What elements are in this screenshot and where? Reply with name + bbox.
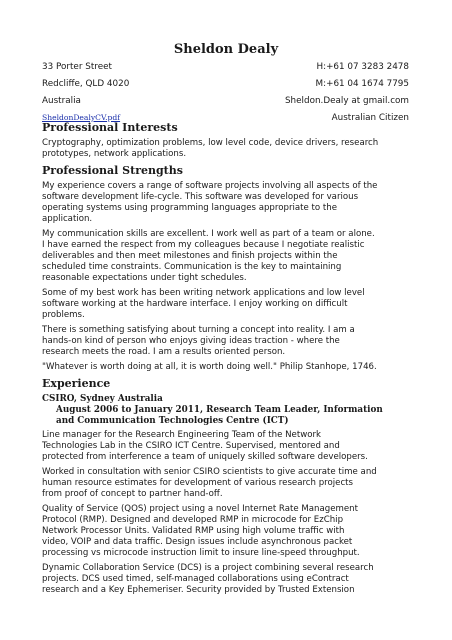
text-line: protected from interference a team of uniquely skilled software developers. <box>42 452 368 462</box>
text-line: My experience covers a range of software projects involving all aspects of the <box>42 181 378 191</box>
text-line: There is something satisfying about turning a concept into reality. I am a <box>42 325 355 335</box>
text-line: I have earned the respect from my colleagues because I negotiate realistic <box>42 240 365 250</box>
text-line: application. <box>42 214 93 224</box>
text-line: scheduled time constraints. Communication is the key to maintaining <box>42 262 342 272</box>
strengths-paragraph <box>42 325 410 358</box>
experience-paragraph <box>42 504 410 559</box>
text-line: Technologies Lab in the CSIRO ICT Centre. Supervised, mentored and <box>42 441 340 451</box>
text-line: operating systems using programming languages appropriate to the <box>42 203 337 213</box>
text-line: hands-on kind of person who enjoys giving ideas traction - where the <box>42 336 340 346</box>
employer-name: CSIRO, Sydney Australia <box>42 394 163 404</box>
text-line: software development life-cycle. This software was developed for various <box>42 192 359 202</box>
text-line: processing vs microcode instruction limit to insure line-speed throughput. <box>42 548 360 558</box>
text-line: August 2006 to January 2011, Research Team Leader, Information <box>56 405 383 415</box>
text-line: prototypes, network applications. <box>42 149 187 159</box>
email-address: Sheldon.Dealy at gmail.com <box>284 96 409 106</box>
quote-paragraph <box>42 362 410 373</box>
text-line: research and a Key Ephemeriser. Security provided by Trusted Extension <box>42 585 355 595</box>
interests-section <box>42 121 410 160</box>
text-line: video, VOIP and data traffic. Design issues include asynchronous packet <box>42 537 353 547</box>
job-title <box>42 405 410 427</box>
contact-row <box>42 61 409 78</box>
text-line: projects. DCS used timed, self-managed collaborations using eContract <box>42 574 349 584</box>
text-line: and Communication Technologies Centre (ICT) <box>56 416 289 426</box>
text-line: reasonable expectations under tight schedules. <box>42 273 247 283</box>
text-line: Some of my best work has been writing network applications and low level <box>42 288 365 298</box>
citizenship: Australian Citizen <box>331 113 409 123</box>
interests-paragraph <box>42 138 410 160</box>
strengths-heading: Professional Strengths <box>42 164 183 177</box>
strengths-section <box>42 164 410 373</box>
city-address: Redcliffe, QLD 4020 <box>42 79 130 89</box>
strengths-paragraph <box>42 288 410 321</box>
text-line: research meets the road. I am a results oriented person. <box>42 347 286 357</box>
experience-paragraph <box>42 563 410 596</box>
interests-heading: Professional Interests <box>42 121 178 134</box>
text-line: "Whatever is worth doing at all, it is worth doing well." Philip Stanhope, 1746. <box>42 362 377 372</box>
text-line: human resource estimates for development of various research projects <box>42 478 354 488</box>
text-line: Line manager for the Research Engineering Team of the Network <box>42 430 322 440</box>
text-line: software working at the hardware interface. I enjoy working on difficult <box>42 299 348 309</box>
text-line: My communication skills are excellent. I work well as part of a team or alone. <box>42 229 375 239</box>
experience-paragraph <box>42 430 410 463</box>
contact-row <box>42 78 409 95</box>
experience-section <box>42 377 410 596</box>
strengths-paragraph <box>42 229 410 284</box>
text-line: from proof of concept to partner hand-off. <box>42 489 223 499</box>
text-line: Dynamic Collaboration Service (DCS) is a project combining several research <box>42 563 374 573</box>
text-line: deliverables and then meet milestones and finish projects within the <box>42 251 338 261</box>
text-line: Quality of Service (QOS) project using a novel Internet Rate Management <box>42 504 358 514</box>
text-line: Worked in consultation with senior CSIRO scientists to give accurate time and <box>42 467 377 477</box>
strengths-paragraph <box>42 181 410 225</box>
text-line: Cryptography, optimization problems, low level code, device drivers, research <box>42 138 379 148</box>
contact-block <box>42 61 409 129</box>
experience-paragraph <box>42 467 410 500</box>
text-line: Protocol (RMP). Designed and developed RMP in microcode for EzChip <box>42 515 344 525</box>
country: Australia <box>42 96 81 106</box>
resume-body <box>42 121 410 600</box>
text-line: problems. <box>42 310 85 320</box>
resume-name: Sheldon Dealy <box>173 42 279 57</box>
text-line: Network Processor Units. Validated RMP using high volume traffic with <box>42 526 345 536</box>
home-phone: H:+61 07 3283 2478 <box>316 62 409 72</box>
contact-row <box>42 95 409 112</box>
mobile-phone: M:+61 04 1674 7795 <box>315 79 409 89</box>
street-address: 33 Porter Street <box>42 62 112 72</box>
experience-heading: Experience <box>42 377 111 390</box>
cv-pdf-link[interactable]: SheldonDealyCV.pdf <box>42 113 121 122</box>
